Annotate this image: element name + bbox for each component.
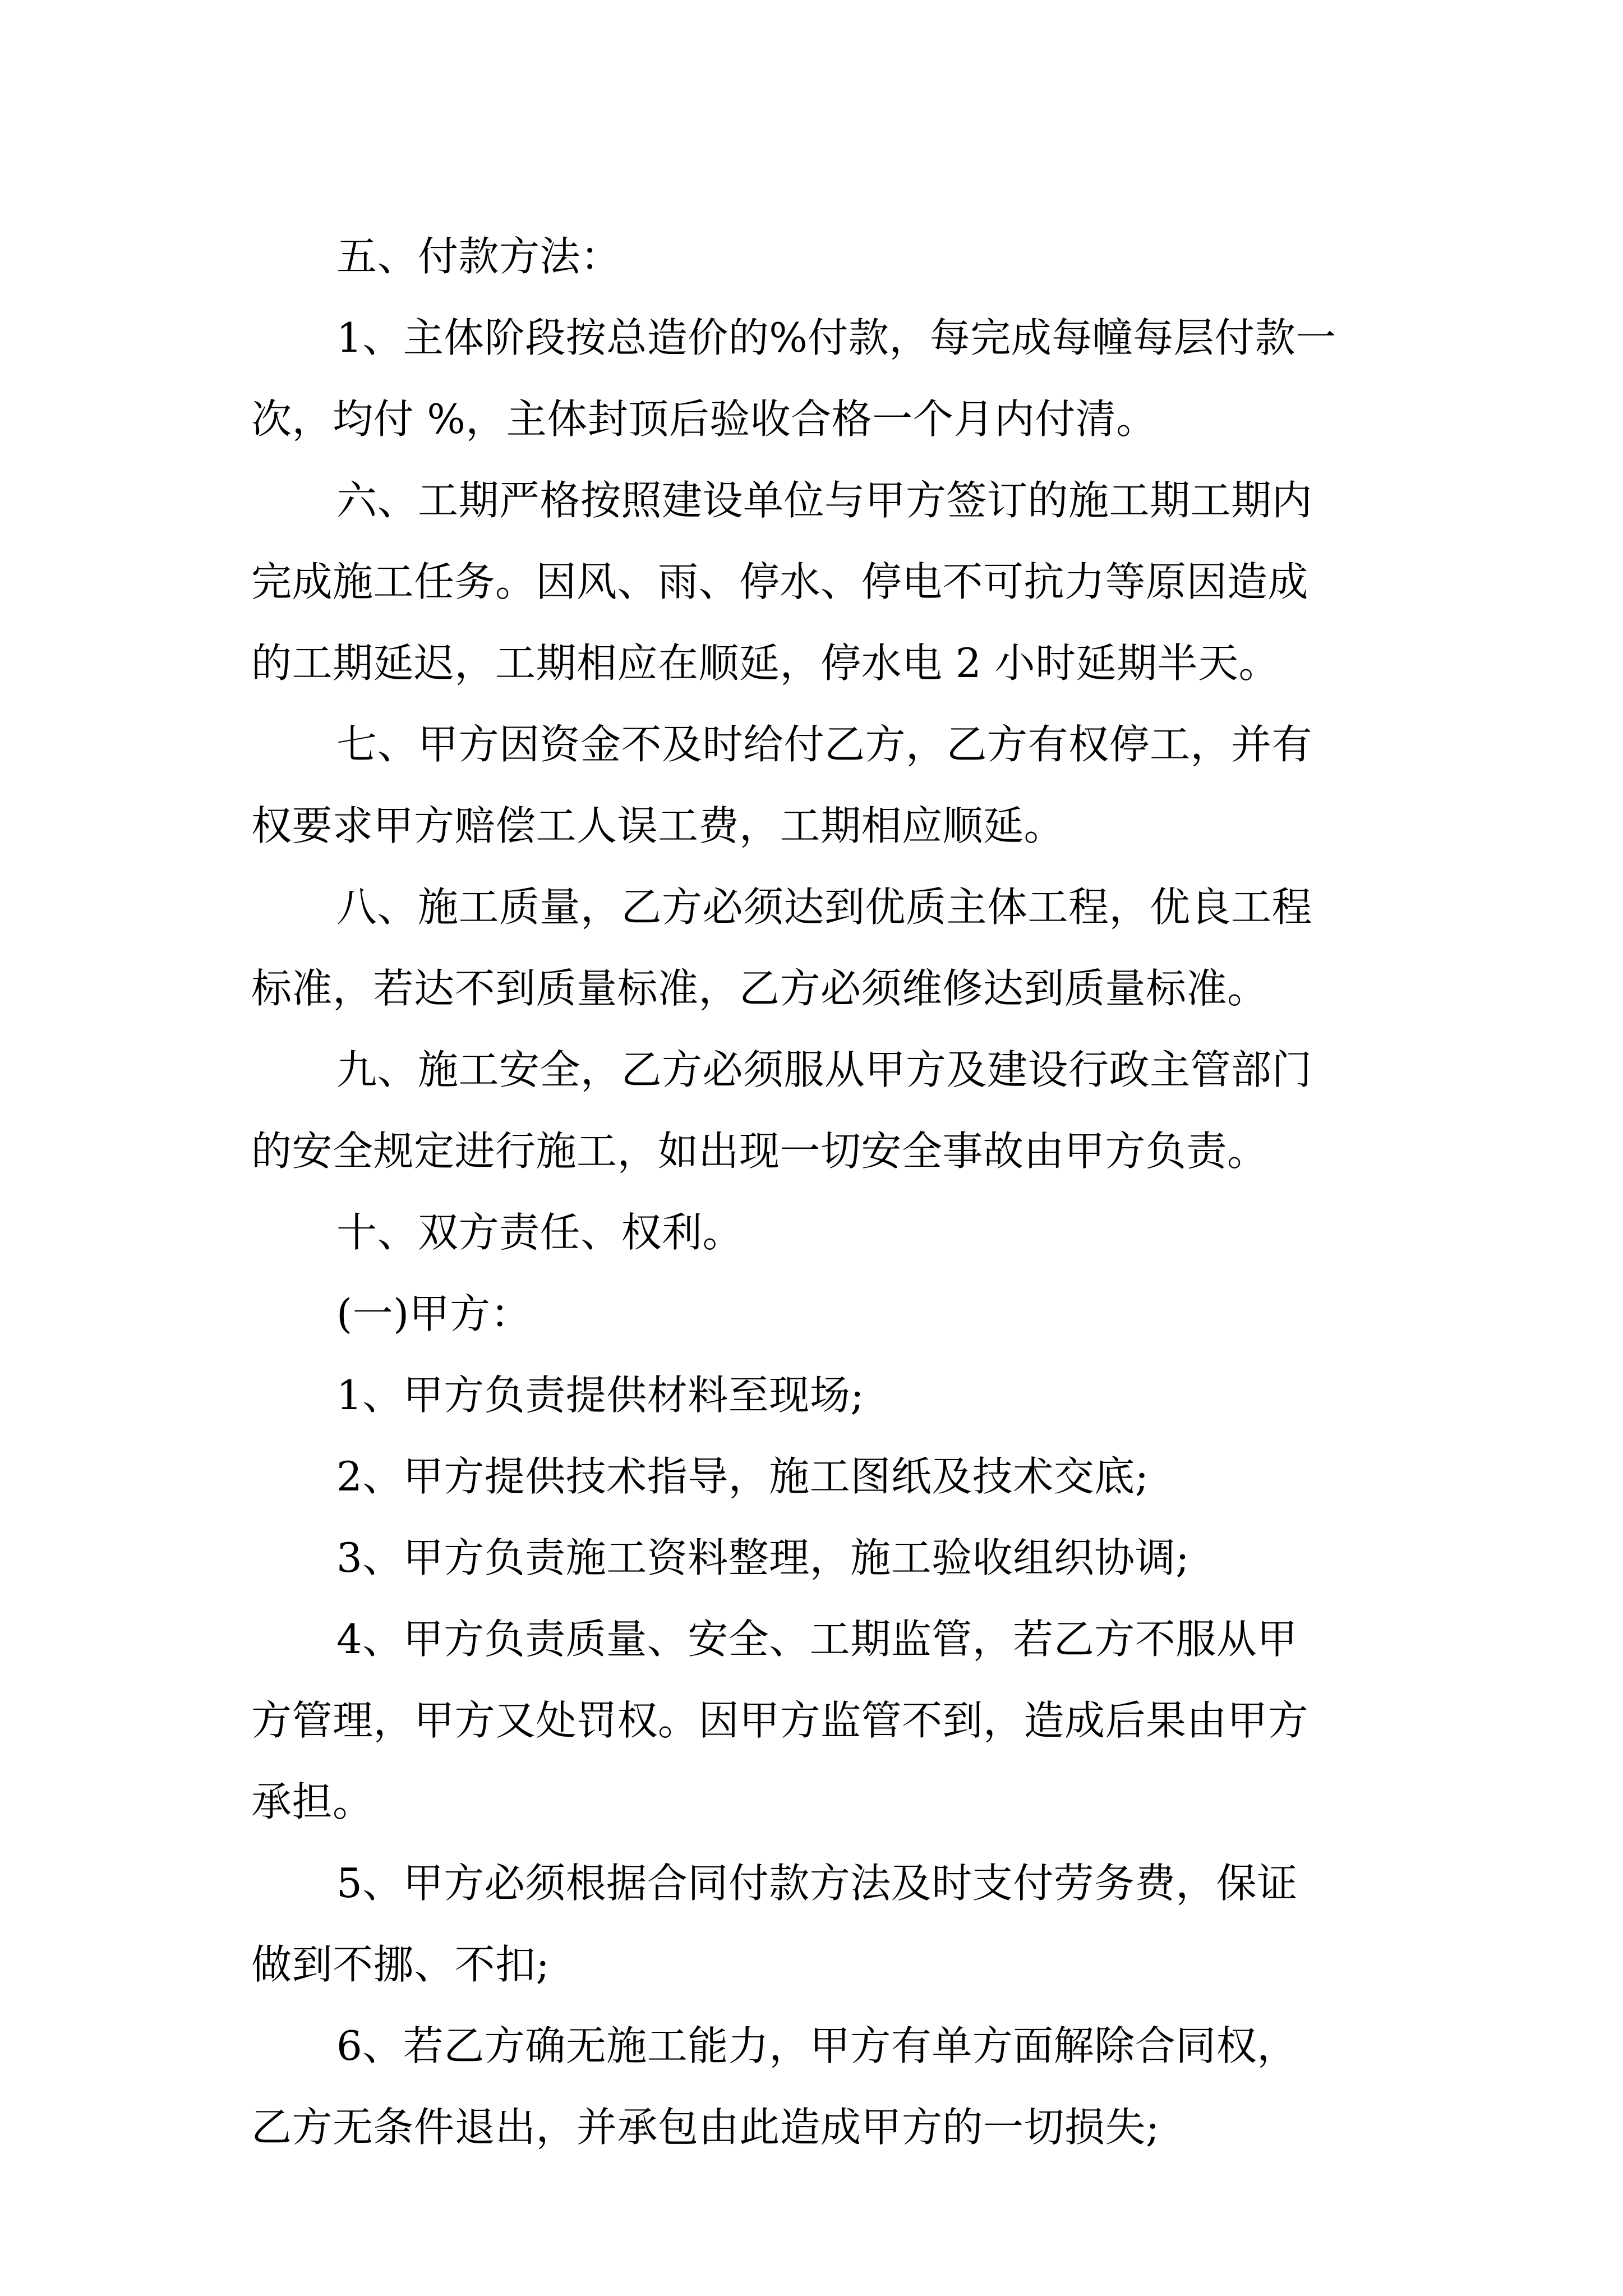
paragraph-line: 1、主体阶段按总造价的%付款，每完成每幢每层付款一 [336,314,1336,361]
subsection-heading-party-a: (一)甲方： [336,1290,532,1337]
paragraph-line: 标准，若达不到质量标准，乙方必须维修达到质量标准。 [251,965,1268,1012]
paragraph-line: 的工期延迟，工期相应在顺延，停水电 2 小时延期半天。 [251,639,1280,687]
paragraph-line: 八、施工质量，乙方必须达到优质主体工程，优良工程 [336,884,1313,931]
list-item: 5、甲方必须根据合同付款方法及时支付劳务费，保证 [336,1860,1298,1907]
paragraph-line: 六、工期严格按照建设单位与甲方签订的施工期工期内 [336,477,1313,524]
paragraph-line: 九、施工安全，乙方必须服从甲方及建设行政主管部门 [336,1046,1313,1093]
list-item: 2、甲方提供技术指导，施工图纸及技术交底; [336,1453,1149,1500]
paragraph-line: 七、甲方因资金不及时给付乙方，乙方有权停工，并有 [336,721,1313,768]
list-item: 1、甲方负责提供材料至现场; [336,1372,865,1419]
list-item: 4、甲方负责质量、安全、工期监管，若乙方不服从甲 [336,1616,1298,1663]
paragraph-line: 做到不挪、不扣; [251,1941,550,1988]
paragraph-line: 权要求甲方赔偿工人误工费，工期相应顺延。 [251,802,1065,849]
paragraph-line: 承担。 [251,1778,374,1825]
paragraph-line: 完成施工任务。因风、雨、停水、停电不可抗力等原因造成 [251,558,1309,605]
paragraph-line: 次，均付 %，主体封顶后验收合格一个月内付清。 [251,395,1157,443]
section-heading-payment: 五、付款方法： [336,233,621,280]
list-item: 3、甲方负责施工资料整理，施工验收组织协调; [336,1534,1190,1581]
paragraph-line: 的安全规定进行施工，如出现一切安全事故由甲方负责。 [251,1128,1268,1175]
list-item: 6、若乙方确无施工能力，甲方有单方面解除合同权， [336,2022,1298,2069]
paragraph-line: 乙方无条件退出，并承包由此造成甲方的一切损失; [251,2104,1160,2151]
paragraph-line: 方管理，甲方又处罚权。因甲方监管不到，造成后果由甲方 [251,1697,1309,1744]
section-heading-responsibilities: 十、双方责任、权利。 [336,1209,744,1256]
document-body [251,216,1386,2168]
